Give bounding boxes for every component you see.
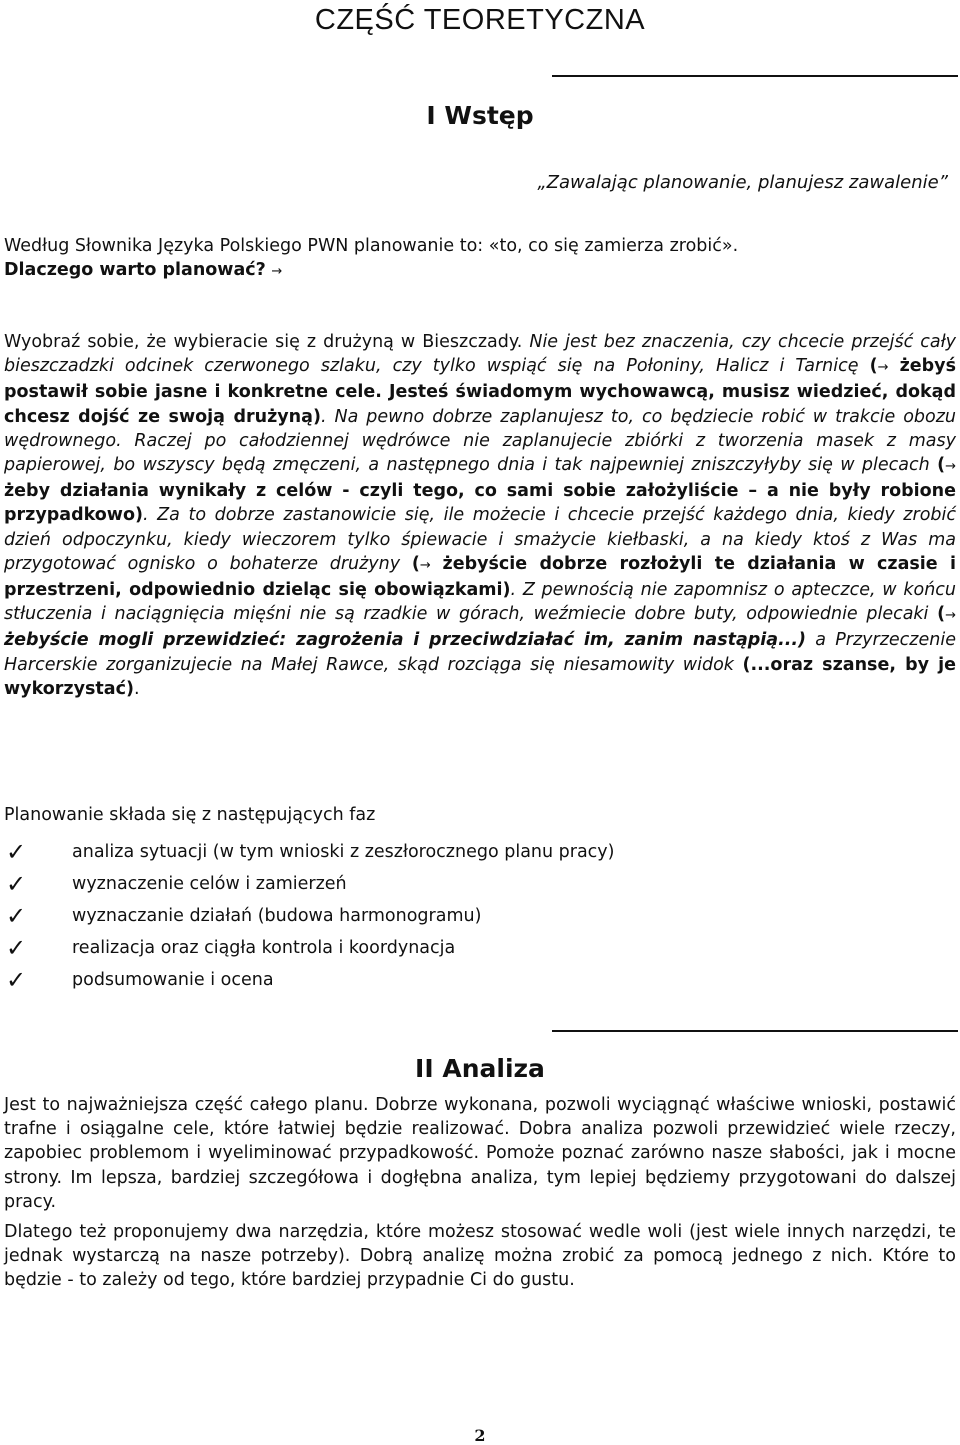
section-heading-analiza: II Analiza bbox=[415, 1054, 545, 1083]
definition-line bbox=[4, 234, 956, 258]
phases-checklist bbox=[6, 836, 615, 996]
analysis-block bbox=[4, 1093, 956, 1293]
arrow-right-icon: → bbox=[419, 557, 431, 573]
intro-f: . Za to dobrze zastanowicie się, ile możecie i chcecie przejść każdego dnia, kiedy zrobić dzień odpoczynku, kiedy wieczorem tylko śpiewacie i smażycie kiełbaski, a na kiedy ktoś z Was ma przygotować ognisko o bohaterze drużyny bbox=[4, 505, 956, 574]
section-rule-top bbox=[552, 75, 958, 77]
list-item bbox=[6, 964, 615, 996]
definition-text: Według Słownika Języka Polskiego PWN planowanie to: «to, co się zamierza zrobić». bbox=[4, 236, 739, 256]
intro-h: . Z pewnością nie zapomnisz o apteczce, w końcu stłuczenia i naciągnięcia mięśni nie są rzadkie w górach, weźmiecie dobre buty, odpowiednie plecaki bbox=[4, 580, 956, 625]
list-item-label: wyznaczenie celów i zamierzeń bbox=[72, 874, 347, 894]
intro-g: żebyście dobrze rozłożyli te działania w czasie i przestrzeni, odpowiednio dzieląc się obowiązkami) bbox=[4, 553, 956, 601]
definition-block bbox=[4, 234, 956, 284]
intro-open-paren: ( bbox=[411, 553, 420, 574]
analysis-paragraph-1: Jest to najważniejsza część całego planu. Dobrze wykonana, pozwoli wyciągnąć właściwe wnioski, postawić trafne i osiągalne cele, które łatwiej będzie realizować. Dobra analiza pozwoli przewidzieć wiele rzeczy, zapobiec problemom i wyeliminować przypadkowość. Pomoże poznać zarówno nasze słabości, jak i mocne strony. Im lepsza, bardziej szczegółowa i dogłębna analiza, tym lepiej będziemy przygotowani do dalszej pracy. bbox=[4, 1095, 956, 1212]
motto: „Zawalając planowanie, planujesz zawalenie” bbox=[537, 172, 948, 193]
list-item bbox=[6, 868, 615, 900]
intro-b: Nie jest bez znaczenia, czy chcecie przejść cały bieszczadzki odcinek czerwonego szlaku, czy tylko wspiąć się na Połoniny, Halicz i Tarnicę bbox=[4, 332, 956, 377]
section-rule-analiza bbox=[552, 1030, 958, 1032]
intro-c: żebyś postawił sobie jasne i konkretne cele. Jesteś świadomym wychowawcą, musisz wiedzieć, dokąd chcesz dojść ze swoją drużyną) bbox=[4, 356, 956, 427]
intro-open-paren: ( bbox=[937, 604, 946, 625]
arrow-right-icon: → bbox=[271, 264, 283, 280]
intro-paragraph bbox=[4, 330, 956, 701]
intro-a: Wyobraź sobie, że wybieracie się z drużyną w Bieszczady. bbox=[4, 332, 530, 352]
arrow-right-icon: → bbox=[945, 608, 956, 624]
list-item-label: analiza sytuacji (w tym wnioski z zeszłorocznego planu pracy) bbox=[72, 842, 615, 862]
checkmark-icon: ✓ bbox=[6, 902, 27, 930]
list-item bbox=[6, 900, 615, 932]
checkmark-icon: ✓ bbox=[6, 870, 27, 898]
list-item-label: wyznaczanie działań (budowa harmonogramu) bbox=[72, 906, 482, 926]
arrow-right-icon: → bbox=[945, 459, 956, 475]
intro-d: . Na pewno dobrze zaplanujesz to, co będziecie robić w trakcie obozu wędrownego. Raczej po całodziennej wędrówce nie zaplanujecie zbiórki z tworzenia masek z masy papierowej, bo wszyscy będą zmęczeni, a następnego dnia i tak najpewniej zniszczyłyby się w plecach bbox=[4, 406, 957, 476]
phases-intro: Planowanie składa się z następujących faz bbox=[4, 805, 376, 825]
checkmark-icon: ✓ bbox=[6, 966, 27, 994]
intro-i: żebyście mogli przewidzieć: zagrożenia i przeciwdziałać im, zanim nastąpią...) bbox=[4, 630, 807, 651]
analysis-paragraph-2: Dlatego też proponujemy dwa narzędzia, które możesz stosować wedle woli (jest wiele innych narzędzi, te jednak wystarczą na nasze potrzeby). Dobrą analizę można zrobić za pomocą jednego z nich. Które to będzie - to zależy od tego, które bardziej przypadnie Ci do gustu. bbox=[4, 1222, 956, 1291]
list-item bbox=[6, 932, 615, 964]
question-line bbox=[4, 258, 956, 284]
arrow-right-icon: → bbox=[877, 360, 889, 376]
intro-j: a Przyrzeczenie Harcerskie zorganizujecie na Małej Rawce, skąd rozciąga się niesamowity widok bbox=[4, 630, 956, 675]
list-item bbox=[6, 836, 615, 868]
intro-open-paren: ( bbox=[937, 455, 946, 476]
page-title: CZĘŚĆ TEORETYCZNA bbox=[314, 4, 646, 36]
intro-open-paren: ( bbox=[869, 356, 878, 377]
list-item-label: realizacja oraz ciągła kontrola i koordynacja bbox=[72, 938, 456, 958]
page-number: 2 bbox=[474, 1426, 486, 1445]
list-item-label: podsumowanie i ocena bbox=[72, 970, 274, 990]
section-heading-wstep: I Wstęp bbox=[426, 101, 534, 130]
checkmark-icon: ✓ bbox=[6, 838, 27, 866]
intro-e: żeby działania wynikały z celów - czyli tego, co sami sobie założyliście – a nie były robione przypadkowo) bbox=[4, 481, 956, 526]
question-text: Dlaczego warto planować? bbox=[4, 260, 266, 281]
intro-k: (...oraz szanse, by je wykorzystać) bbox=[4, 654, 956, 699]
checkmark-icon: ✓ bbox=[6, 934, 27, 962]
intro-end: . bbox=[133, 678, 140, 699]
